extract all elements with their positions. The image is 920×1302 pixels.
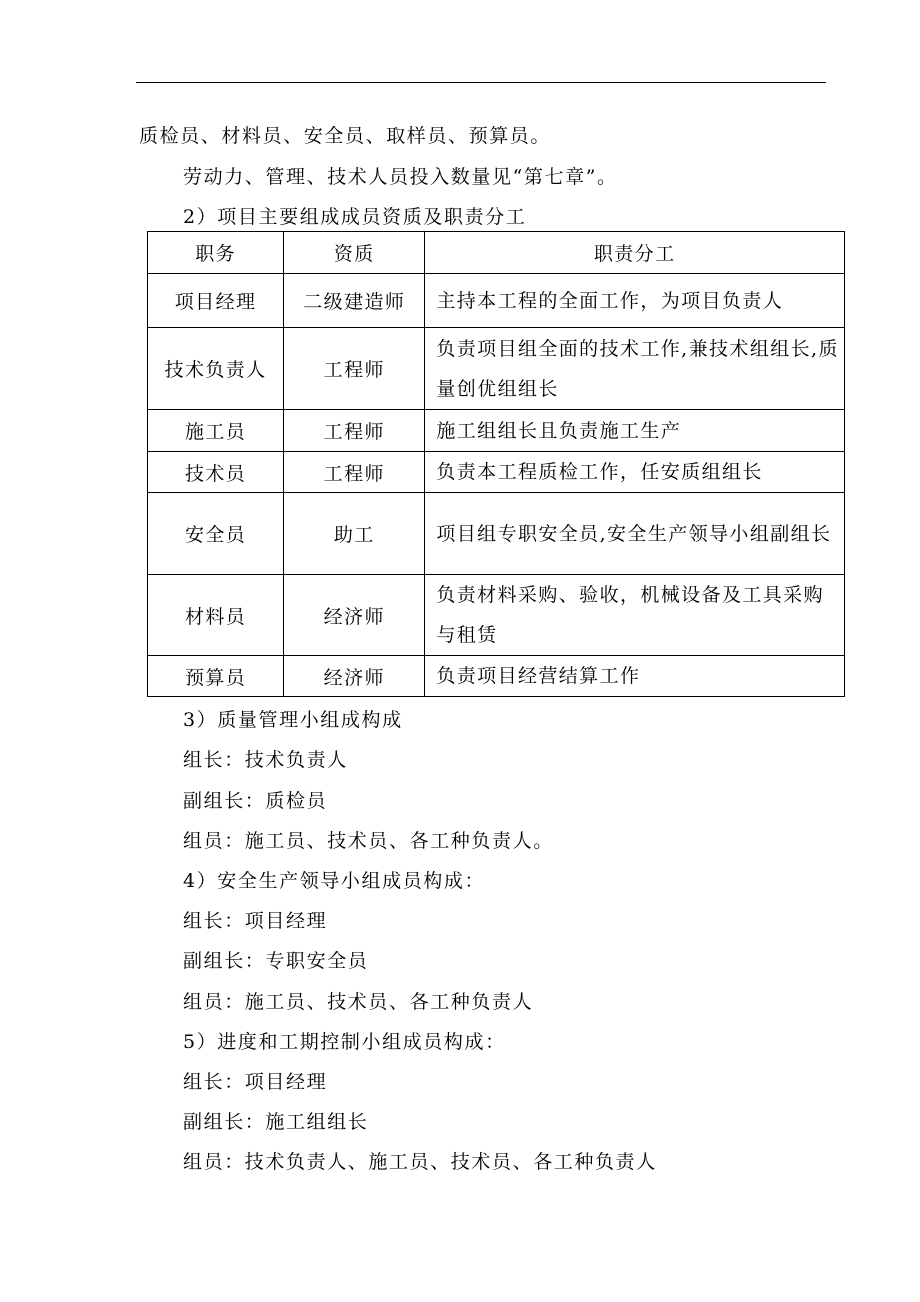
table-row xyxy=(148,493,845,575)
table-row xyxy=(148,452,845,493)
header-duty: 职责分工 xyxy=(425,232,845,274)
cell-qualification: 经济师 xyxy=(284,656,425,697)
cell-qualification: 工程师 xyxy=(284,452,425,493)
cell-duty: 主持本工程的全面工作，为项目负责人 xyxy=(425,274,845,328)
section-4-title: 4）安全生产领导小组成员构成： xyxy=(183,870,486,892)
table-row xyxy=(148,575,845,656)
quality-leader: 组长：技术负责人 xyxy=(183,749,348,771)
cell-role: 项目经理 xyxy=(148,274,284,328)
section-3-title: 3）质量管理小组成构成 xyxy=(183,709,403,731)
cell-qualification: 助工 xyxy=(284,493,425,575)
table-row xyxy=(148,328,845,410)
cell-role: 预算员 xyxy=(148,656,284,697)
cell-duty: 项目组专职安全员,安全生产领导小组副组长 xyxy=(425,493,845,575)
schedule-members: 组员：技术负责人、施工员、技术员、各工种负责人 xyxy=(183,1151,657,1173)
schedule-leader: 组长：项目经理 xyxy=(183,1071,328,1093)
cell-duty: 负责材料采购、验收，机械设备及工具采购与租赁 xyxy=(425,575,845,656)
cell-duty: 负责项目组全面的技术工作,兼技术组组长,质量创优组组长 xyxy=(425,328,845,410)
table-row xyxy=(148,274,845,328)
header-rule xyxy=(136,82,826,83)
table-row xyxy=(148,656,845,697)
cell-duty: 负责项目经营结算工作 xyxy=(425,656,845,697)
header-qualification: 资质 xyxy=(284,232,425,274)
section-5-title: 5）进度和工期控制小组成员构成： xyxy=(183,1031,506,1053)
intro-line-staff-list: 质检员、材料员、安全员、取样员、预算员。 xyxy=(139,125,552,147)
table-header-row xyxy=(148,232,845,274)
cell-qualification: 工程师 xyxy=(284,410,425,452)
cell-duty: 施工组组长且负责施工生产 xyxy=(425,410,845,452)
cell-role: 材料员 xyxy=(148,575,284,656)
safety-members: 组员：施工员、技术员、各工种负责人 xyxy=(183,991,534,1013)
schedule-deputy: 副组长：施工组组长 xyxy=(183,1111,369,1133)
cell-duty: 负责本工程质检工作，任安质组组长 xyxy=(425,452,845,493)
cell-role: 安全员 xyxy=(148,493,284,575)
section-2-title: 2）项目主要组成成员资质及职责分工 xyxy=(183,206,527,228)
header-role: 职务 xyxy=(148,232,284,274)
duty-table xyxy=(147,231,845,697)
quality-deputy: 副组长：质检员 xyxy=(183,790,328,812)
cell-qualification: 工程师 xyxy=(284,328,425,410)
table-row xyxy=(148,410,845,452)
cell-role: 技术负责人 xyxy=(148,328,284,410)
quality-members: 组员：施工员、技术员、各工种负责人。 xyxy=(183,830,554,852)
intro-line-labor-reference: 劳动力、管理、技术人员投入数量见“第七章”。 xyxy=(183,166,618,188)
safety-deputy: 副组长：专职安全员 xyxy=(183,950,369,972)
cell-role: 技术员 xyxy=(148,452,284,493)
safety-leader: 组长：项目经理 xyxy=(183,910,328,932)
cell-qualification: 二级建造师 xyxy=(284,274,425,328)
cell-role: 施工员 xyxy=(148,410,284,452)
cell-qualification: 经济师 xyxy=(284,575,425,656)
